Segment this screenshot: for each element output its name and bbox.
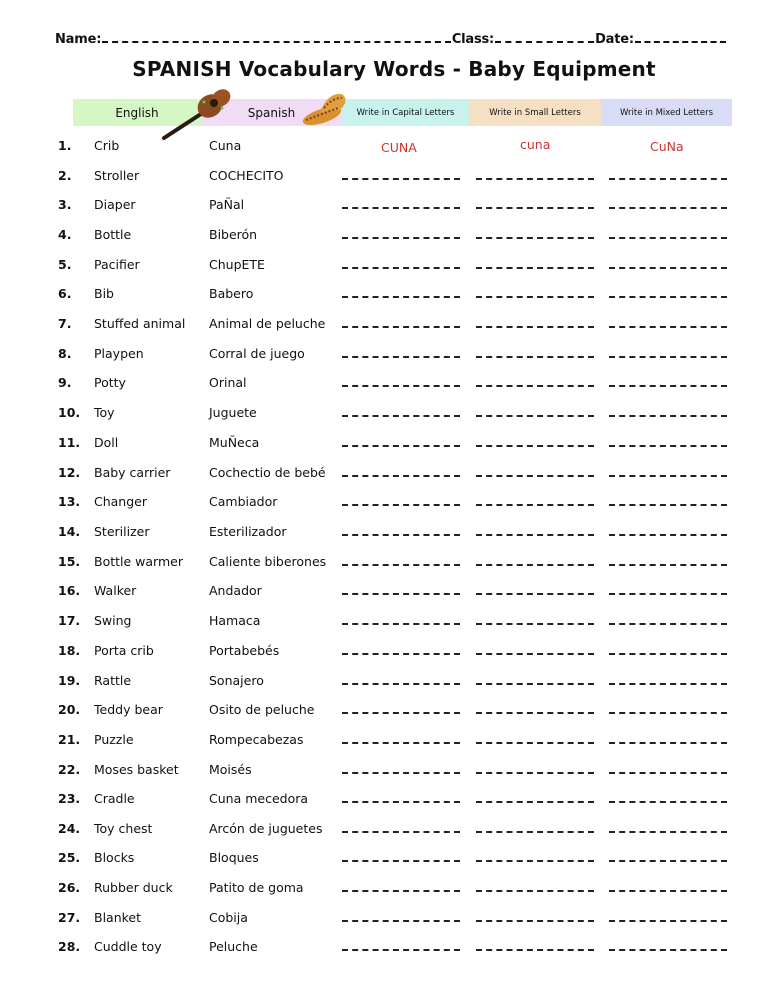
english-word: Porta crib <box>94 643 154 658</box>
spanish-word: Orinal <box>209 375 247 390</box>
english-word: Baby carrier <box>94 465 171 480</box>
capital-answer-line[interactable] <box>342 475 460 477</box>
table-row <box>0 932 768 962</box>
column-label: Spanish <box>247 105 296 120</box>
capital-answer-line[interactable] <box>342 742 460 744</box>
english-word: Blanket <box>94 910 142 925</box>
row-number: 4. <box>58 227 72 242</box>
mixed-answer-line[interactable] <box>609 237 727 239</box>
spanish-word: ChupETE <box>209 257 265 272</box>
row-number: 25. <box>58 850 81 865</box>
row-number: 18. <box>58 643 81 658</box>
english-word: Swing <box>94 613 132 628</box>
spanish-word: Cuna mecedora <box>209 791 309 806</box>
row-number: 3. <box>58 197 72 212</box>
mixed-answer-line[interactable] <box>609 890 727 892</box>
small-answer-line[interactable] <box>476 623 594 625</box>
mixed-answer-line[interactable] <box>609 683 727 685</box>
table-row <box>0 695 768 725</box>
small-answer-line[interactable] <box>476 564 594 566</box>
spanish-word: Juguete <box>209 405 257 420</box>
spanish-word: Osito de peluche <box>209 702 315 717</box>
capital-answer-line[interactable] <box>342 890 460 892</box>
table-row <box>0 190 768 220</box>
english-word: Rubber duck <box>94 880 173 895</box>
capital-answer-line[interactable] <box>342 415 460 417</box>
spanish-word: Andador <box>209 583 262 598</box>
mixed-answer-line[interactable] <box>609 653 727 655</box>
table-row <box>0 725 768 755</box>
spanish-word: Portabebés <box>209 643 280 658</box>
english-word: Doll <box>94 435 119 450</box>
mixed-answer-line[interactable] <box>609 742 727 744</box>
mixed-answer-line[interactable] <box>609 296 727 298</box>
row-number: 17. <box>58 613 81 628</box>
row-number: 1. <box>58 138 72 153</box>
row-number: 2. <box>58 168 72 183</box>
mixed-answer-line[interactable] <box>609 356 727 358</box>
row-number: 24. <box>58 821 81 836</box>
spanish-word: Cochectio de bebé <box>209 465 326 480</box>
english-word: Moses basket <box>94 762 179 777</box>
column-header-small <box>469 99 601 126</box>
small-answer-line[interactable] <box>476 772 594 774</box>
spanish-word: Moisés <box>209 762 252 777</box>
capital-answer-line[interactable] <box>342 356 460 358</box>
spanish-word: Sonajero <box>209 673 264 688</box>
english-word: Changer <box>94 494 147 509</box>
column-label: Write in Capital Letters <box>356 107 455 118</box>
row-number: 15. <box>58 554 81 569</box>
english-word: Sterilizer <box>94 524 150 539</box>
spanish-word: Esterilizador <box>209 524 287 539</box>
small-answer-line[interactable] <box>476 831 594 833</box>
english-word: Crib <box>94 138 120 153</box>
capital-answer-line[interactable] <box>342 831 460 833</box>
column-header-capital <box>342 99 469 126</box>
mixed-answer-line[interactable] <box>609 475 727 477</box>
table-row <box>0 398 768 428</box>
english-word: Cradle <box>94 791 135 806</box>
capital-answer-line[interactable] <box>342 860 460 862</box>
mixed-answer-line[interactable] <box>609 415 727 417</box>
spanish-word: Corral de juego <box>209 346 305 361</box>
spanish-word: Rompecabezas <box>209 732 304 747</box>
capital-answer-line[interactable] <box>342 949 460 951</box>
spanish-word: MuÑeca <box>209 435 260 450</box>
small-answer-line[interactable] <box>476 385 594 387</box>
capital-answer-line[interactable] <box>342 178 460 180</box>
column-label: Write in Small Letters <box>489 107 581 118</box>
english-word: Walker <box>94 583 137 598</box>
mixed-answer-line[interactable] <box>609 801 727 803</box>
date-label: Date: <box>595 32 634 47</box>
table-row <box>0 666 768 696</box>
mixed-answer-line[interactable] <box>609 920 727 922</box>
english-word: Blocks <box>94 850 135 865</box>
row-number: 7. <box>58 316 72 331</box>
english-word: Playpen <box>94 346 144 361</box>
english-word: Toy chest <box>94 821 153 836</box>
small-answer-line[interactable] <box>476 683 594 685</box>
small-answer-line[interactable] <box>476 415 594 417</box>
column-header-mixed <box>601 99 732 126</box>
row-number: 23. <box>58 791 81 806</box>
english-word: Toy <box>94 405 115 420</box>
small-answer-line[interactable] <box>476 949 594 951</box>
table-row <box>0 903 768 933</box>
example-mixed: CuNa <box>650 139 684 154</box>
small-answer-line[interactable] <box>476 237 594 239</box>
capital-answer-line[interactable] <box>342 772 460 774</box>
english-word: Potty <box>94 375 126 390</box>
capital-answer-line[interactable] <box>342 504 460 506</box>
row-number: 19. <box>58 673 81 688</box>
row-number: 22. <box>58 762 81 777</box>
table-row <box>0 517 768 547</box>
table-row <box>0 606 768 636</box>
mixed-answer-line[interactable] <box>609 326 727 328</box>
capital-answer-line[interactable] <box>342 296 460 298</box>
mixed-answer-line[interactable] <box>609 712 727 714</box>
capital-answer-line[interactable] <box>342 267 460 269</box>
spanish-word: Babero <box>209 286 254 301</box>
mixed-answer-line[interactable] <box>609 207 727 209</box>
english-word: Rattle <box>94 673 132 688</box>
table-row <box>0 576 768 606</box>
mixed-answer-line[interactable] <box>609 504 727 506</box>
row-number: 28. <box>58 939 81 954</box>
table-row <box>0 636 768 666</box>
row-number: 21. <box>58 732 81 747</box>
capital-answer-line[interactable] <box>342 564 460 566</box>
english-word: Pacifier <box>94 257 140 272</box>
capital-answer-line[interactable] <box>342 623 460 625</box>
capital-answer-line[interactable] <box>342 326 460 328</box>
date-field[interactable] <box>635 31 726 43</box>
small-answer-line[interactable] <box>476 267 594 269</box>
small-answer-line[interactable] <box>476 712 594 714</box>
capital-answer-line[interactable] <box>342 207 460 209</box>
name-field[interactable] <box>102 31 451 43</box>
mixed-answer-line[interactable] <box>609 949 727 951</box>
row-number: 6. <box>58 286 72 301</box>
student-info-line <box>55 31 727 47</box>
english-word: Bottle warmer <box>94 554 183 569</box>
table-row <box>0 784 768 814</box>
spanish-word: Biberón <box>209 227 258 242</box>
small-answer-line[interactable] <box>476 653 594 655</box>
table-row <box>0 428 768 458</box>
english-word: Bib <box>94 286 114 301</box>
capital-answer-line[interactable] <box>342 801 460 803</box>
small-answer-line[interactable] <box>476 296 594 298</box>
small-answer-line[interactable] <box>476 801 594 803</box>
english-word: Bottle <box>94 227 132 242</box>
small-answer-line[interactable] <box>476 445 594 447</box>
spanish-word: PaÑal <box>209 197 245 212</box>
row-number: 5. <box>58 257 72 272</box>
mixed-answer-line[interactable] <box>609 772 727 774</box>
capital-answer-line[interactable] <box>342 653 460 655</box>
spanish-word: Cuna <box>209 138 242 153</box>
row-number: 26. <box>58 880 81 895</box>
small-answer-line[interactable] <box>476 593 594 595</box>
spanish-word: Caliente biberones <box>209 554 327 569</box>
spanish-word: Hamaca <box>209 613 261 628</box>
table-row <box>0 161 768 191</box>
sombrero-icon <box>300 90 352 126</box>
table-row <box>0 131 768 161</box>
mixed-answer-line[interactable] <box>609 860 727 862</box>
spanish-word: Bloques <box>209 850 259 865</box>
spanish-word: COCHECITO <box>209 168 284 183</box>
class-label: Class: <box>451 32 495 47</box>
small-answer-line[interactable] <box>476 475 594 477</box>
table-row <box>0 339 768 369</box>
row-number: 9. <box>58 375 72 390</box>
english-word: Puzzle <box>94 732 134 747</box>
small-answer-line[interactable] <box>476 742 594 744</box>
spanish-word: Cambiador <box>209 494 278 509</box>
small-answer-line[interactable] <box>476 890 594 892</box>
table-row <box>0 487 768 517</box>
mixed-answer-line[interactable] <box>609 831 727 833</box>
capital-answer-line[interactable] <box>342 534 460 536</box>
column-label: English <box>115 105 159 120</box>
table-row <box>0 755 768 785</box>
spanish-word: Animal de peluche <box>209 316 326 331</box>
table-row <box>0 814 768 844</box>
table-row <box>0 279 768 309</box>
table-row <box>0 220 768 250</box>
row-number: 16. <box>58 583 81 598</box>
capital-answer-line[interactable] <box>342 445 460 447</box>
capital-answer-line[interactable] <box>342 593 460 595</box>
table-row <box>0 309 768 339</box>
row-number: 20. <box>58 702 81 717</box>
capital-answer-line[interactable] <box>342 683 460 685</box>
mixed-answer-line[interactable] <box>609 534 727 536</box>
column-label: Write in Mixed Letters <box>619 107 714 118</box>
small-answer-line[interactable] <box>476 920 594 922</box>
mixed-answer-line[interactable] <box>609 385 727 387</box>
mixed-answer-line[interactable] <box>609 445 727 447</box>
small-answer-line[interactable] <box>476 178 594 180</box>
small-answer-line[interactable] <box>476 207 594 209</box>
spanish-word: Patito de goma <box>209 880 304 895</box>
capital-answer-line[interactable] <box>342 920 460 922</box>
mixed-answer-line[interactable] <box>609 593 727 595</box>
english-word: Stroller <box>94 168 140 183</box>
capital-answer-line[interactable] <box>342 712 460 714</box>
english-word: Stuffed animal <box>94 316 186 331</box>
spanish-word: Cobija <box>209 910 248 925</box>
small-answer-line[interactable] <box>476 860 594 862</box>
table-row <box>0 458 768 488</box>
example-capital: CUNA <box>381 140 417 155</box>
row-number: 11. <box>58 435 81 450</box>
row-number: 10. <box>58 405 81 420</box>
mixed-answer-line[interactable] <box>609 178 727 180</box>
name-label: Name: <box>55 32 102 47</box>
page-title: SPANISH Vocabulary Words - Baby Equipment <box>132 57 656 81</box>
row-number: 14. <box>58 524 81 539</box>
example-small: cuna <box>520 137 551 152</box>
mixed-answer-line[interactable] <box>609 267 727 269</box>
spanish-word: Peluche <box>209 939 258 954</box>
table-row <box>0 873 768 903</box>
table-row <box>0 843 768 873</box>
small-answer-line[interactable] <box>476 534 594 536</box>
english-word: Cuddle toy <box>94 939 162 954</box>
english-word: Diaper <box>94 197 136 212</box>
class-field[interactable] <box>495 31 594 43</box>
table-row <box>0 250 768 280</box>
english-word: Teddy bear <box>94 702 163 717</box>
row-number: 8. <box>58 346 72 361</box>
row-number: 27. <box>58 910 81 925</box>
mixed-answer-line[interactable] <box>609 623 727 625</box>
row-number: 13. <box>58 494 81 509</box>
spanish-word: Arcón de juguetes <box>209 821 323 836</box>
table-row <box>0 547 768 577</box>
row-number: 12. <box>58 465 81 480</box>
capital-answer-line[interactable] <box>342 385 460 387</box>
capital-answer-line[interactable] <box>342 237 460 239</box>
small-answer-line[interactable] <box>476 356 594 358</box>
small-answer-line[interactable] <box>476 504 594 506</box>
table-row <box>0 368 768 398</box>
mixed-answer-line[interactable] <box>609 564 727 566</box>
small-answer-line[interactable] <box>476 326 594 328</box>
